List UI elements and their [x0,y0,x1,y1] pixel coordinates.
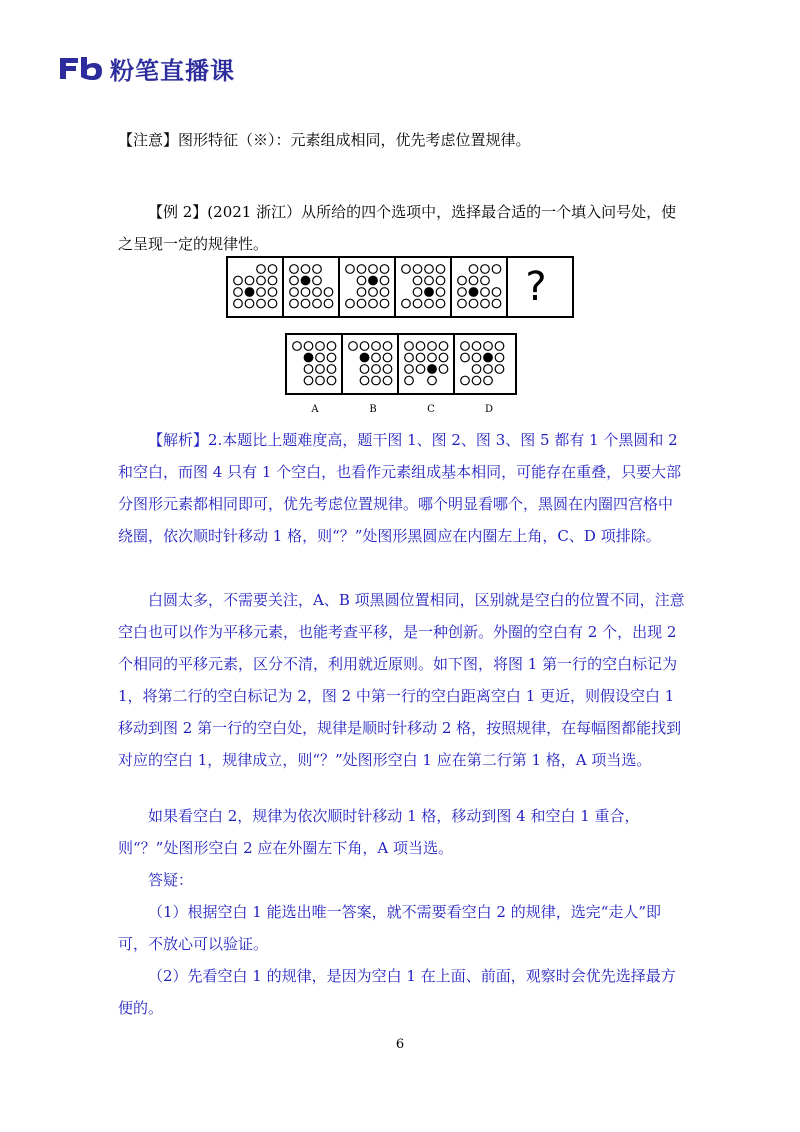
white-circle [383,353,392,362]
circle-grid [399,335,455,393]
white-circle [327,365,336,374]
white-circle [439,342,448,351]
white-circle [428,376,437,385]
analysis-paragraph-6: （2）先看空白 1 的规律，是因为空白 1 在上面、前面，观察时会优先选择最方便的。 [118,967,676,1017]
white-circle [436,265,445,274]
white-circle [413,299,422,308]
white-circle [495,342,504,351]
white-circle [313,276,322,285]
black-circle [484,353,493,362]
puzzle-options [285,333,517,395]
white-circle [413,288,422,297]
option-figure-a[interactable] [287,335,343,393]
stem-figure-question [508,258,564,316]
white-circle [458,288,467,297]
white-circle [346,265,355,274]
white-circle [257,299,266,308]
white-circle [472,342,481,351]
white-circle [383,376,392,385]
stem-figure-4 [396,258,452,316]
black-circle [428,365,437,374]
option-figure-d[interactable] [455,335,511,393]
black-circle [301,276,310,285]
white-circle [469,265,478,274]
white-circle [234,288,243,297]
page-number: 6 [395,1037,405,1052]
white-circle [301,288,310,297]
white-circle [360,365,369,374]
stem-figure-1 [228,258,284,316]
logo-text: 粉笔直播课 [110,56,235,85]
analysis-paragraph-1: 【解析】2.本题比上题难度高，题干图 1、图 2、图 3、图 5 都有 1 个黑圆和 2 和空白，而图 4 只有 1 个空白，也看作元素组成基本相同，可能存在重叠，只要大部分图形元素都相同即可，优先考虑位置规律。哪个明显看哪个，黑圆在内圈四宫格中绕圈，依次顺时针移动 1 格，则“？”处图形黑圆应在内圈左上角，C、D 项排除。 [118,431,682,545]
white-circle [268,265,277,274]
white-circle [436,276,445,285]
white-circle [495,365,504,374]
white-circle [290,276,299,285]
white-circle [349,342,358,351]
white-circle [383,365,392,374]
white-circle [290,265,299,274]
analysis-paragraph-2: 白圆太多，不需要关注，A、B 项黑圆位置相同，区别就是空白的位置不同，注意空白也可以作为平移元素，也能考查平移，是一种创新。外圈的空白有 2 个，出现 2 个相同的平移元素，区分不清，利用就近原则。如下图，将图 1 第一行的空白标记为 1，将第二行的空白标记为 2，图 2 中第一行的空白距离空白 1 更近，则假设空白 1 移动到图 2 第一行的空白处，规律是顺时针移动 2 格，按照规律，在每幅图都能找到对应的空白 1，规律成立，则“？”处图形空白 1 应在第二行第 1 格，A 项当选。 [118,591,685,769]
stem-figure-3 [340,258,396,316]
white-circle [481,288,490,297]
white-circle [405,376,414,385]
white-circle [492,299,501,308]
white-circle [492,288,501,297]
white-circle [461,342,470,351]
white-circle [369,288,378,297]
option-label-c: C [427,404,435,415]
black-circle [245,288,254,297]
circle-grid [340,258,396,316]
circle-grid [287,335,343,393]
black-circle [360,353,369,362]
white-circle [461,376,470,385]
white-circle [290,288,299,297]
white-circle [313,288,322,297]
white-circle [290,299,299,308]
white-circle [313,299,322,308]
white-circle [234,276,243,285]
fb-logo-icon [58,55,104,81]
white-circle [245,276,254,285]
circle-grid [228,258,284,316]
white-circle [405,365,414,374]
white-circle [405,353,414,362]
white-circle [360,376,369,385]
white-circle [268,288,277,297]
circle-grid [452,258,508,316]
circle-grid [396,258,452,316]
analysis-paragraph-5: （1）根据空白 1 能选出唯一答案，就不需要看空白 2 的规律，选完“走人”即可，不放心可以验证。 [118,903,662,953]
white-circle [369,265,378,274]
white-circle [313,265,322,274]
white-circle [257,288,266,297]
white-circle [439,365,448,374]
white-circle [472,376,481,385]
white-circle [484,376,493,385]
brand-logo [58,52,235,84]
white-circle [369,299,378,308]
option-figure-c[interactable] [399,335,455,393]
note-paragraph: 【注意】图形特征（※）：元素组成相同，优先考虑位置规律。 [118,131,531,149]
example-question: 【例 2】(2021 浙江）从所给的四个选项中，选择最合适的一个填入问号处，使之呈现一定的规律性。 [118,203,677,253]
white-circle [234,299,243,308]
white-circle [436,288,445,297]
white-circle [316,365,325,374]
white-circle [481,276,490,285]
question-mark: ? [525,264,547,310]
white-circle [301,265,310,274]
white-circle [372,376,381,385]
white-circle [380,299,389,308]
white-circle [301,299,310,308]
white-circle [428,353,437,362]
white-circle [416,342,425,351]
white-circle [461,353,470,362]
white-circle [324,288,333,297]
white-circle [304,342,313,351]
white-circle [372,365,381,374]
white-circle [304,376,313,385]
white-circle [436,299,445,308]
white-circle [324,299,333,308]
circle-grid [455,335,511,393]
white-circle [316,353,325,362]
white-circle [257,265,266,274]
white-circle [413,265,422,274]
white-circle [484,365,493,374]
option-label-a: A [311,404,319,415]
white-circle [372,353,381,362]
white-circle [484,342,493,351]
white-circle [425,299,434,308]
white-circle [327,353,336,362]
white-circle [458,299,467,308]
option-label-b: B [369,404,377,415]
white-circle [380,265,389,274]
white-circle [402,299,411,308]
option-figure-b[interactable] [343,335,399,393]
white-circle [357,288,366,297]
white-circle [458,276,467,285]
analysis-paragraph-4: 答疑： [148,871,194,889]
white-circle [327,376,336,385]
white-circle [257,276,266,285]
white-circle [304,365,313,374]
white-circle [416,365,425,374]
white-circle [425,265,434,274]
white-circle [360,342,369,351]
stem-figure-2 [284,258,340,316]
circle-grid [284,258,340,316]
white-circle [380,288,389,297]
black-circle [304,353,313,362]
white-circle [372,342,381,351]
white-circle [405,342,414,351]
black-circle [469,288,478,297]
white-circle [439,353,448,362]
black-circle [369,276,378,285]
white-circle [268,299,277,308]
white-circle [346,299,355,308]
white-circle [316,376,325,385]
white-circle [413,276,422,285]
analysis-paragraph-3: 如果看空白 2，规律为依次顺时针移动 1 格，移动到图 4 和空白 1 重合，则“？”处图形空白 2 应在外圈左下角，A 项当选。 [118,807,640,857]
white-circle [327,342,336,351]
white-circle [268,276,277,285]
white-circle [481,265,490,274]
white-circle [425,276,434,285]
white-circle [472,353,481,362]
white-circle [428,342,437,351]
puzzle-stem [226,256,574,318]
white-circle [245,299,254,308]
white-circle [293,342,302,351]
white-circle [402,265,411,274]
option-label-d: D [484,404,494,415]
black-circle [425,288,434,297]
white-circle [357,299,366,308]
white-circle [383,342,392,351]
white-circle [472,365,481,374]
white-circle [481,299,490,308]
stem-figure-5 [452,258,508,316]
white-circle [469,276,478,285]
white-circle [380,276,389,285]
white-circle [316,342,325,351]
white-circle [416,353,425,362]
white-circle [357,265,366,274]
white-circle [492,265,501,274]
white-circle [495,353,504,362]
circle-grid [343,335,399,393]
white-circle [469,299,478,308]
white-circle [357,276,366,285]
